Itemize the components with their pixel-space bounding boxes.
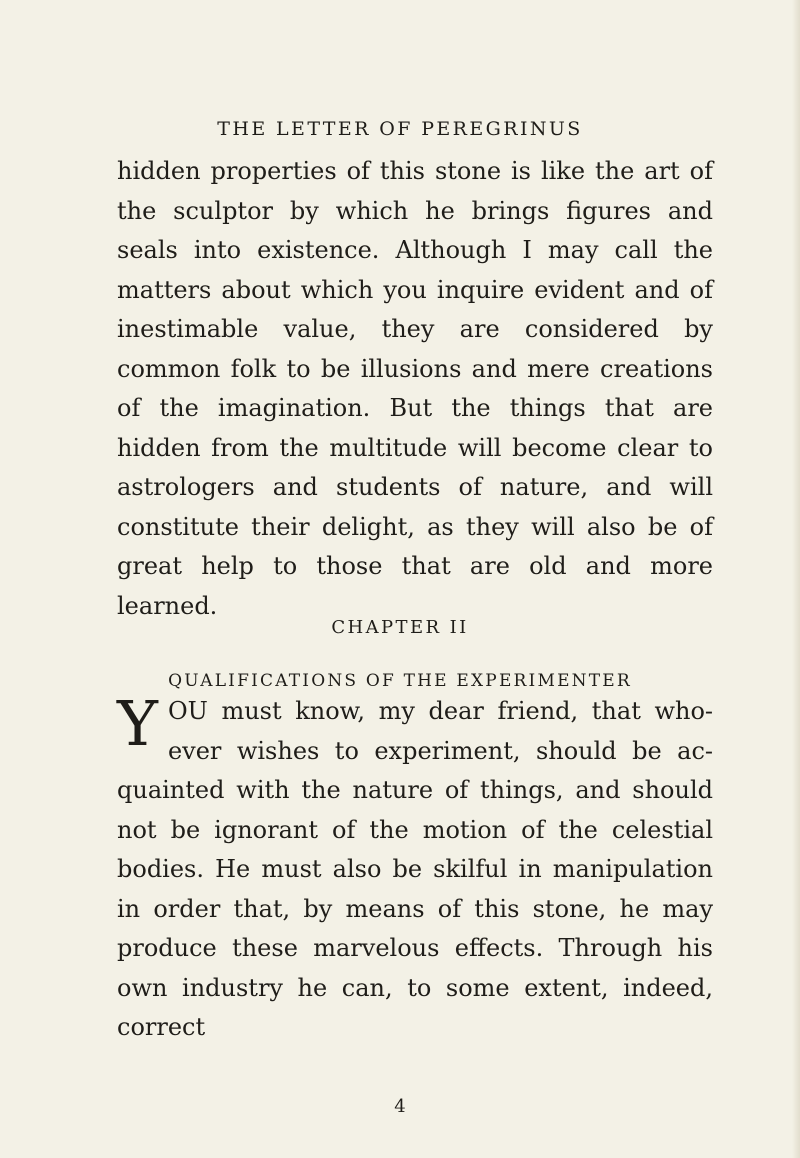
page-number: 4	[394, 1096, 406, 1117]
page-edge-shadow	[792, 0, 800, 1158]
paragraph-2-lead: OU	[167, 697, 208, 725]
drop-cap: Y	[117, 687, 158, 760]
chapter-subtitle: QUALIFICATIONS OF THE EXPERIMENTER	[168, 671, 632, 691]
paragraph-1: hidden properties of this stone is like the art of the sculptor by which he brings figures and seals into existence. Although I may call the matters about which you inquire evident and of inestimable value, they are considered by common folk to be illusions and mere creations of the imagination. But the things that are hidden from the multitude will become clear to astrologers and students of nature, and will constitute their delight, as they will also be of great help to those that are old and more learned.	[117, 157, 713, 620]
running-head: THE LETTER OF PEREGRINUS	[217, 118, 583, 140]
paragraph-2-text: must know, my dear friend, that whoever wishes to experiment, should be acquainted with the nature of things, and should not be ignorant of the motion of the celestial bodies. He must also be skilful in manipulation in order that, by means of this stone, he may produce these marvelous effects. Through his own industry he can, to some extent, indeed, correct	[117, 697, 713, 1041]
chapter-title: CHAPTER II	[331, 617, 469, 638]
paragraph-2	[117, 687, 713, 1048]
